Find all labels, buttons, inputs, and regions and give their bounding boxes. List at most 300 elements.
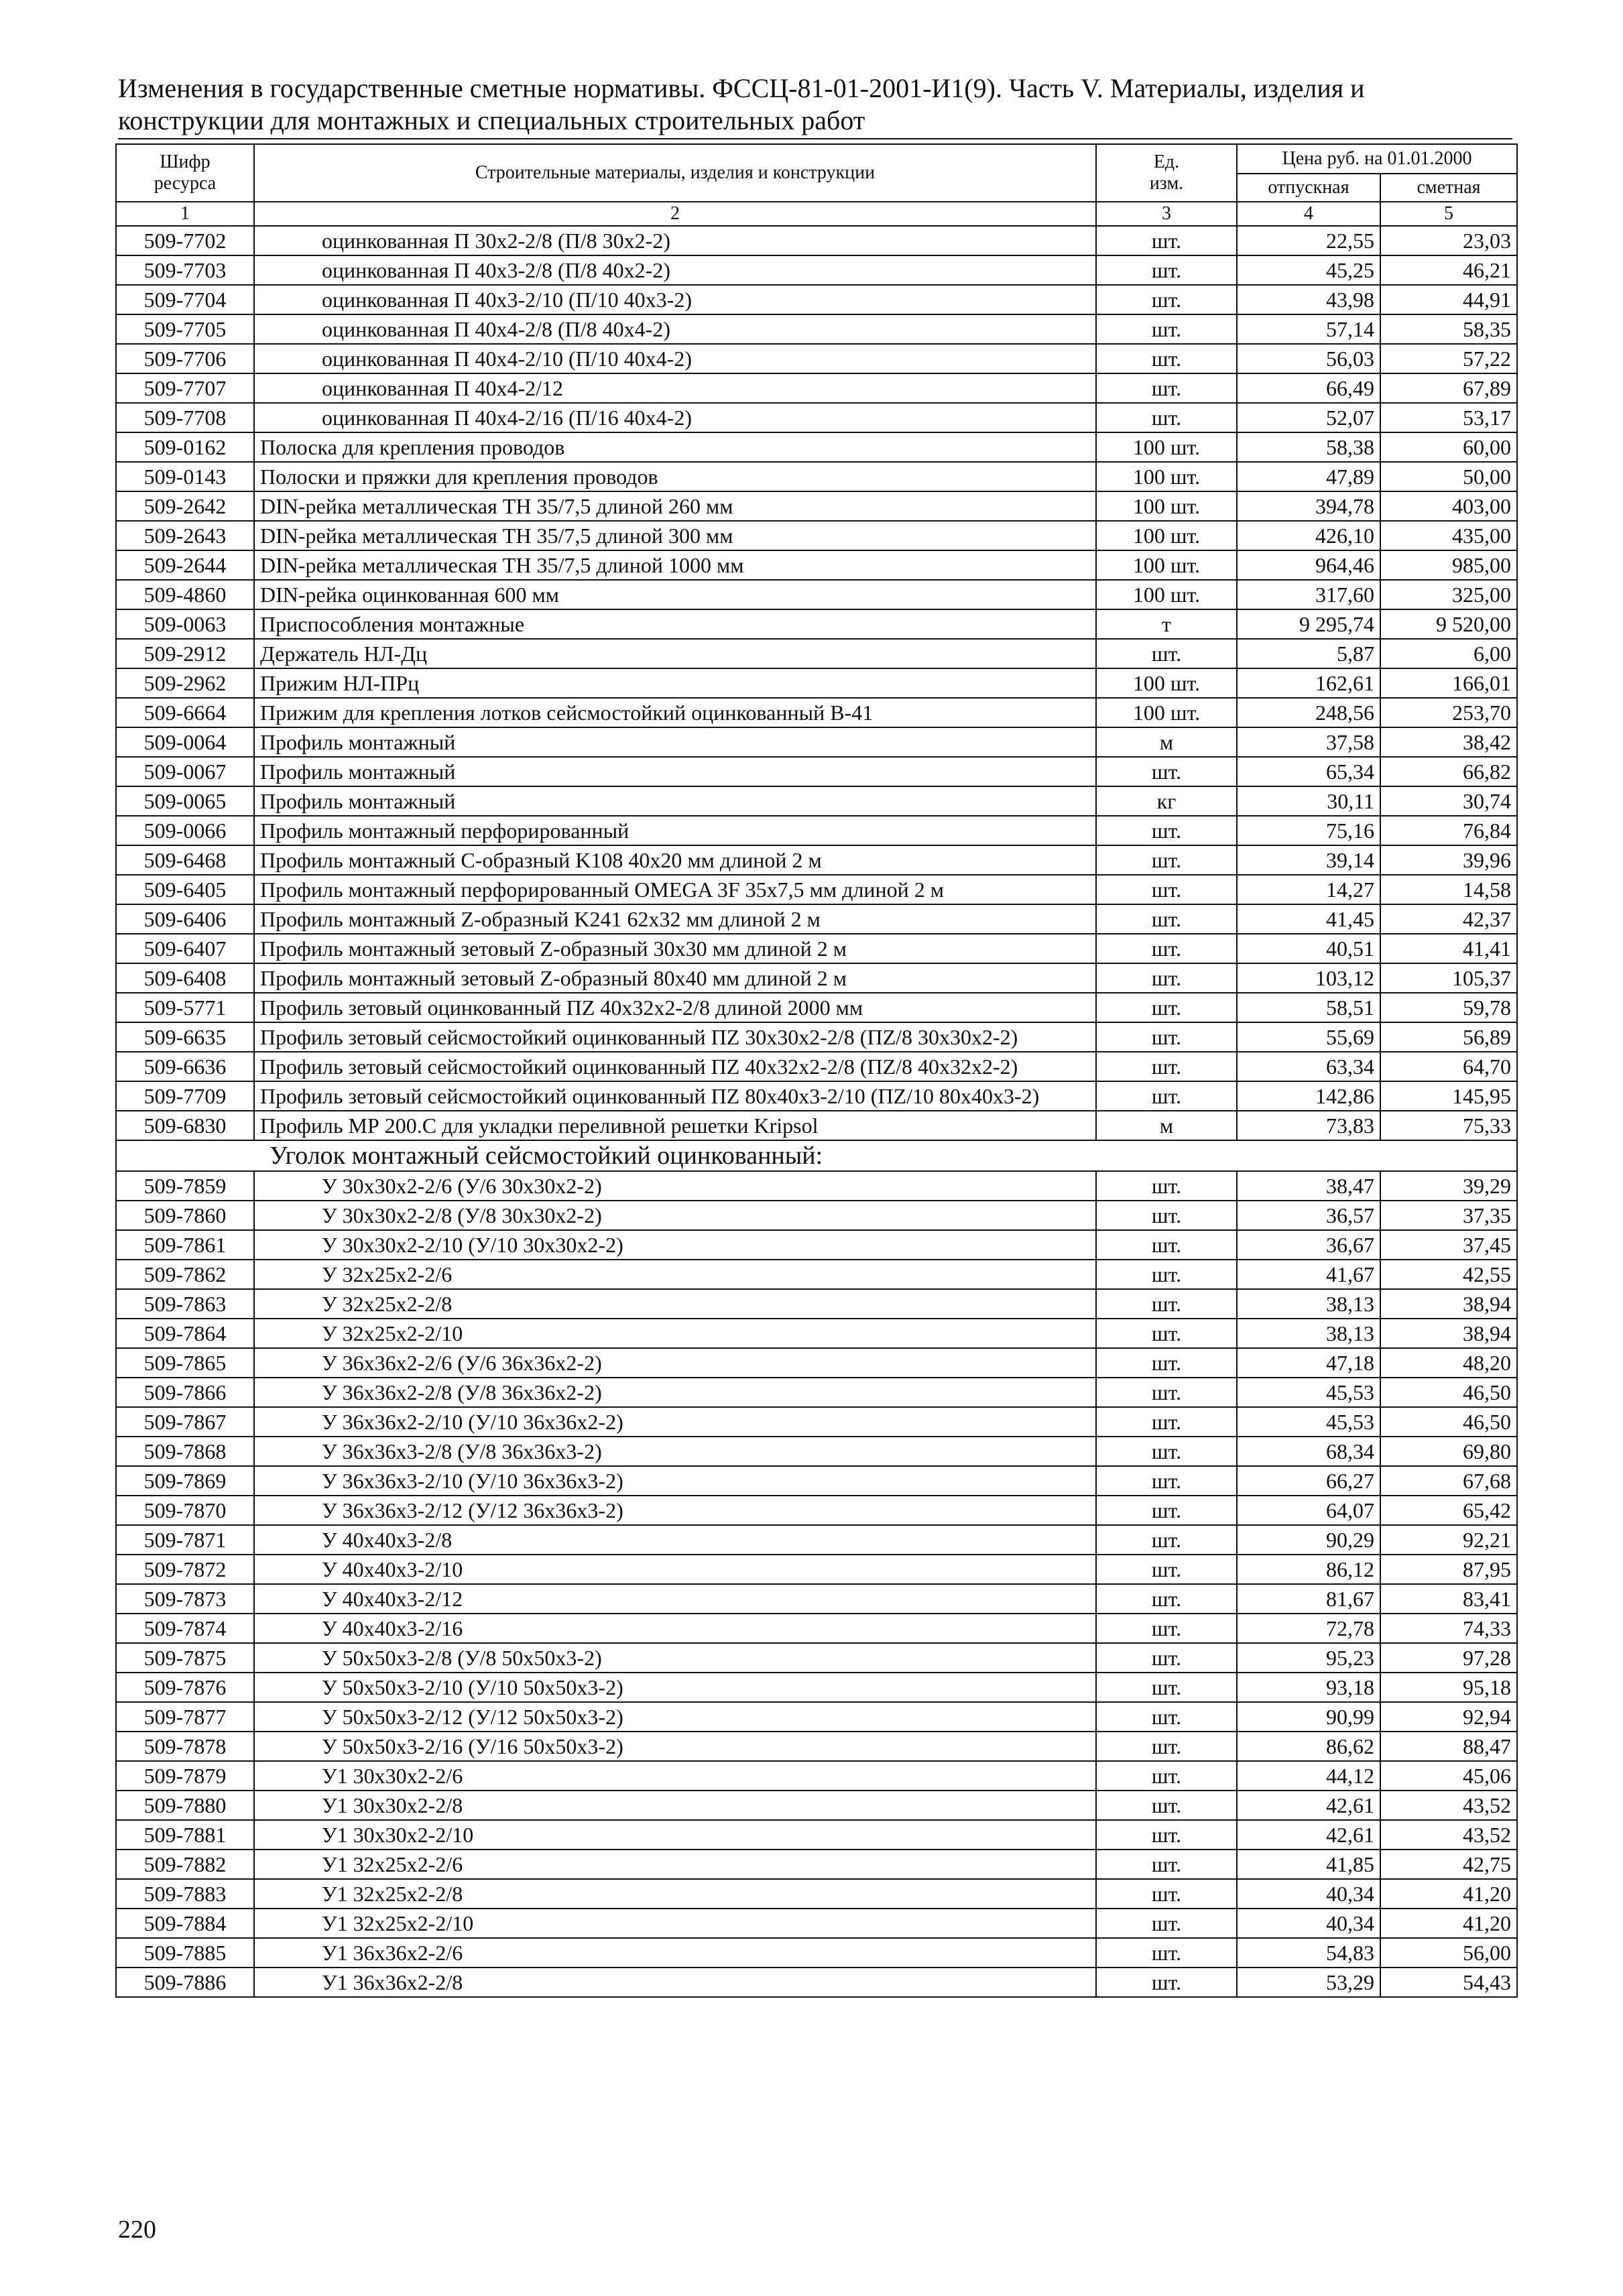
table-row: [116, 1791, 1517, 1820]
table-row: [116, 1201, 1517, 1230]
column-number: 4: [1237, 202, 1380, 226]
section-row: [116, 1140, 1517, 1171]
estimate-price: 37,35: [1380, 1201, 1517, 1230]
material-name: Профиль монтажный Z-образный K241 62x32 мм длиной 2 м: [254, 904, 1096, 934]
release-price: 5,87: [1237, 639, 1380, 668]
unit-of-measure: шт.: [1096, 1230, 1237, 1260]
resource-code: 509-6830: [116, 1111, 254, 1140]
release-price: 42,61: [1237, 1820, 1380, 1850]
unit-of-measure: шт.: [1096, 1673, 1237, 1702]
material-name: оцинкованная П 40x3-2/10 (П/10 40x3-2): [254, 285, 1096, 314]
estimate-price: 75,33: [1380, 1111, 1517, 1140]
material-name: Профиль зетовый сейсмостойкий оцинкованный ПZ 80x40x3-2/10 (ПZ/10 80x40x3-2): [254, 1081, 1096, 1111]
unit-of-measure: шт.: [1096, 934, 1237, 963]
resource-code: 509-2642: [116, 491, 254, 521]
release-price: 22,55: [1237, 226, 1380, 255]
estimate-price: 67,89: [1380, 373, 1517, 403]
material-name: Профиль монтажный: [254, 727, 1096, 757]
document-title-line-2: конструкции для монтажных и специальных строительных работ: [118, 105, 865, 135]
header-price: Цена руб. на 01.01.2000: [1237, 144, 1517, 174]
table-row: [116, 285, 1517, 314]
header-resource-code-line-2: ресурса: [154, 173, 217, 194]
table-row: [116, 668, 1517, 698]
unit-of-measure: 100 шт.: [1096, 432, 1237, 462]
release-price: 95,23: [1237, 1643, 1380, 1673]
resource-code: 509-7707: [116, 373, 254, 403]
unit-of-measure: шт.: [1096, 1289, 1237, 1319]
table-row: [116, 609, 1517, 639]
material-name: У 40x40x3-2/8: [254, 1525, 1096, 1555]
table-row: [116, 432, 1517, 462]
estimate-price: 87,95: [1380, 1555, 1517, 1584]
unit-of-measure: шт.: [1096, 1378, 1237, 1407]
resource-code: 509-7866: [116, 1378, 254, 1407]
table-row: [116, 1171, 1517, 1201]
release-price: 45,53: [1237, 1378, 1380, 1407]
material-name: Полоска для крепления проводов: [254, 432, 1096, 462]
resource-code: 509-0143: [116, 462, 254, 491]
material-name: У 30x30x2-2/8 (У/8 30x30x2-2): [254, 1201, 1096, 1230]
estimate-price: 325,00: [1380, 580, 1517, 609]
release-price: 30,11: [1237, 786, 1380, 816]
resource-code: 509-7860: [116, 1201, 254, 1230]
unit-of-measure: т: [1096, 609, 1237, 639]
unit-of-measure: шт.: [1096, 1850, 1237, 1879]
estimate-price: 92,94: [1380, 1702, 1517, 1732]
table-row: [116, 727, 1517, 757]
resource-code: 509-6408: [116, 963, 254, 993]
estimate-price: 46,50: [1380, 1378, 1517, 1407]
resource-code: 509-5771: [116, 993, 254, 1022]
material-name: Профиль зетовый сейсмостойкий оцинкованный ПZ 40x32x2-2/8 (ПZ/8 40x32x2-2): [254, 1052, 1096, 1081]
estimate-price: 38,94: [1380, 1289, 1517, 1319]
estimate-price: 14,58: [1380, 875, 1517, 904]
material-name: Профиль монтажный: [254, 757, 1096, 786]
release-price: 41,67: [1237, 1260, 1380, 1289]
estimate-price: 403,00: [1380, 491, 1517, 521]
table-body-part-1: [116, 202, 1517, 1140]
material-name: У 36x36x2-2/6 (У/6 36x36x2-2): [254, 1348, 1096, 1378]
resource-code: 509-2643: [116, 521, 254, 550]
estimate-price: 59,78: [1380, 993, 1517, 1022]
release-price: 36,57: [1237, 1201, 1380, 1230]
resource-code: 509-2912: [116, 639, 254, 668]
header-unit: [1096, 144, 1237, 202]
resource-code: 509-7878: [116, 1732, 254, 1761]
release-price: 68,34: [1237, 1437, 1380, 1466]
resource-code: 509-7865: [116, 1348, 254, 1378]
material-name: Профиль монтажный зетовый Z-образный 30x30 мм длиной 2 м: [254, 934, 1096, 963]
release-price: 162,61: [1237, 668, 1380, 698]
release-price: 40,51: [1237, 934, 1380, 963]
column-number: 5: [1380, 202, 1517, 226]
unit-of-measure: шт.: [1096, 845, 1237, 875]
material-name: У 40x40x3-2/12: [254, 1584, 1096, 1614]
release-price: 40,34: [1237, 1879, 1380, 1909]
estimate-price: 38,94: [1380, 1319, 1517, 1348]
table-row: [116, 845, 1517, 875]
estimate-price: 54,43: [1380, 1968, 1517, 1997]
unit-of-measure: 100 шт.: [1096, 550, 1237, 580]
material-name: Профиль монтажный перфорированный OMEGA 3F 35x7,5 мм длиной 2 м: [254, 875, 1096, 904]
estimate-price: 41,41: [1380, 934, 1517, 963]
estimate-price: 50,00: [1380, 462, 1517, 491]
material-name: У 40x40x3-2/16: [254, 1614, 1096, 1643]
material-name: У 50x50x3-2/10 (У/10 50x50x3-2): [254, 1673, 1096, 1702]
unit-of-measure: шт.: [1096, 1081, 1237, 1111]
material-name: У1 32x25x2-2/10: [254, 1909, 1096, 1938]
estimate-price: 92,21: [1380, 1525, 1517, 1555]
estimate-price: 83,41: [1380, 1584, 1517, 1614]
resource-code: 509-7886: [116, 1968, 254, 1997]
resource-code: 509-6405: [116, 875, 254, 904]
estimate-price: 66,82: [1380, 757, 1517, 786]
resource-code: 509-7867: [116, 1407, 254, 1437]
estimate-price: 76,84: [1380, 816, 1517, 845]
table-row: [116, 1525, 1517, 1555]
estimate-price: 23,03: [1380, 226, 1517, 255]
unit-of-measure: шт.: [1096, 1968, 1237, 1997]
table-row: [116, 1230, 1517, 1260]
unit-of-measure: 100 шт.: [1096, 580, 1237, 609]
unit-of-measure: шт.: [1096, 1643, 1237, 1673]
estimate-price: 56,89: [1380, 1022, 1517, 1052]
table-row: [116, 963, 1517, 993]
resource-code: 509-7876: [116, 1673, 254, 1702]
estimate-price: 41,20: [1380, 1879, 1517, 1909]
header-unit-line-2: изм.: [1149, 173, 1184, 194]
estimate-price: 6,00: [1380, 639, 1517, 668]
material-name: У1 30x30x2-2/6: [254, 1761, 1096, 1791]
column-number: 3: [1096, 202, 1237, 226]
estimate-price: 30,74: [1380, 786, 1517, 816]
release-price: 55,69: [1237, 1022, 1380, 1052]
table-row: [116, 786, 1517, 816]
unit-of-measure: м: [1096, 727, 1237, 757]
release-price: 9 295,74: [1237, 609, 1380, 639]
material-name: У1 32x25x2-2/8: [254, 1879, 1096, 1909]
unit-of-measure: кг: [1096, 786, 1237, 816]
header-release-price: отпускная: [1237, 174, 1380, 202]
release-price: 38,13: [1237, 1289, 1380, 1319]
release-price: 47,18: [1237, 1348, 1380, 1378]
unit-of-measure: шт.: [1096, 639, 1237, 668]
resource-code: 509-6664: [116, 698, 254, 727]
material-name: У 36x36x3-2/12 (У/12 36x36x3-2): [254, 1496, 1096, 1525]
unit-of-measure: шт.: [1096, 373, 1237, 403]
material-name: У 30x30x2-2/6 (У/6 30x30x2-2): [254, 1171, 1096, 1201]
resource-code: 509-7868: [116, 1437, 254, 1466]
estimate-price: 88,47: [1380, 1732, 1517, 1761]
release-price: 63,34: [1237, 1052, 1380, 1081]
estimate-price: 74,33: [1380, 1614, 1517, 1643]
resource-code: 509-7859: [116, 1171, 254, 1201]
unit-of-measure: шт.: [1096, 1201, 1237, 1230]
table-row: [116, 1319, 1517, 1348]
resource-code: 509-7863: [116, 1289, 254, 1319]
header-material-name: Строительные материалы, изделия и конструкции: [254, 144, 1096, 202]
estimate-price: 44,91: [1380, 285, 1517, 314]
release-price: 14,27: [1237, 875, 1380, 904]
release-price: 64,07: [1237, 1496, 1380, 1525]
estimate-price: 37,45: [1380, 1230, 1517, 1260]
estimate-price: 60,00: [1380, 432, 1517, 462]
estimate-price: 166,01: [1380, 668, 1517, 698]
material-name: У 32x25x2-2/6: [254, 1260, 1096, 1289]
resource-code: 509-6636: [116, 1052, 254, 1081]
unit-of-measure: шт.: [1096, 1702, 1237, 1732]
table-row: [116, 1584, 1517, 1614]
table-row: [116, 403, 1517, 432]
column-number: 1: [116, 202, 254, 226]
table-row: [116, 373, 1517, 403]
unit-of-measure: шт.: [1096, 1525, 1237, 1555]
release-price: 45,53: [1237, 1407, 1380, 1437]
table-row: [116, 1555, 1517, 1584]
estimate-price: 105,37: [1380, 963, 1517, 993]
release-price: 39,14: [1237, 845, 1380, 875]
material-name: У 36x36x2-2/8 (У/8 36x36x2-2): [254, 1378, 1096, 1407]
resource-code: 509-7869: [116, 1466, 254, 1496]
release-price: 73,83: [1237, 1111, 1380, 1140]
material-name: оцинкованная П 30x2-2/8 (П/8 30x2-2): [254, 226, 1096, 255]
material-name: Профиль зетовый сейсмостойкий оцинкованный ПZ 30x30x2-2/8 (ПZ/8 30x30x2-2): [254, 1022, 1096, 1052]
material-name: У 36x36x3-2/10 (У/10 36x36x3-2): [254, 1466, 1096, 1496]
resource-price-table: [115, 143, 1518, 1998]
resource-code: 509-7875: [116, 1643, 254, 1673]
resource-code: 509-7873: [116, 1584, 254, 1614]
table-row: [116, 1407, 1517, 1437]
table-row: [116, 1820, 1517, 1850]
unit-of-measure: шт.: [1096, 993, 1237, 1022]
resource-code: 509-6407: [116, 934, 254, 963]
table-header: [116, 144, 1517, 202]
unit-of-measure: шт.: [1096, 904, 1237, 934]
resource-code: 509-0162: [116, 432, 254, 462]
unit-of-measure: шт.: [1096, 403, 1237, 432]
table-row: [116, 1614, 1517, 1643]
unit-of-measure: шт.: [1096, 816, 1237, 845]
table-row: [116, 1466, 1517, 1496]
release-price: 93,18: [1237, 1673, 1380, 1702]
unit-of-measure: шт.: [1096, 875, 1237, 904]
estimate-price: 69,80: [1380, 1437, 1517, 1466]
header-unit-line-1: Ед.: [1153, 152, 1180, 172]
document-title: [118, 72, 1512, 137]
release-price: 54,83: [1237, 1938, 1380, 1968]
table-row: [116, 1052, 1517, 1081]
release-price: 65,34: [1237, 757, 1380, 786]
table-row: [116, 580, 1517, 609]
table-row: [116, 462, 1517, 491]
table-row: [116, 1879, 1517, 1909]
release-price: 81,67: [1237, 1584, 1380, 1614]
estimate-price: 65,42: [1380, 1496, 1517, 1525]
material-name: Держатель НЛ-Дц: [254, 639, 1096, 668]
estimate-price: 42,75: [1380, 1850, 1517, 1879]
resource-code: 509-7708: [116, 403, 254, 432]
material-name: У 36x36x3-2/8 (У/8 36x36x3-2): [254, 1437, 1096, 1466]
unit-of-measure: шт.: [1096, 1348, 1237, 1378]
release-price: 90,29: [1237, 1525, 1380, 1555]
material-name: оцинкованная П 40x4-2/12: [254, 373, 1096, 403]
material-name: Профиль монтажный зетовый Z-образный 80x40 мм длиной 2 м: [254, 963, 1096, 993]
release-price: 86,12: [1237, 1555, 1380, 1584]
resource-code: 509-0064: [116, 727, 254, 757]
estimate-price: 58,35: [1380, 314, 1517, 344]
unit-of-measure: шт.: [1096, 344, 1237, 373]
unit-of-measure: шт.: [1096, 1555, 1237, 1584]
header-resource-code: [116, 144, 254, 202]
unit-of-measure: шт.: [1096, 1732, 1237, 1761]
release-price: 58,38: [1237, 432, 1380, 462]
table-row: [116, 1850, 1517, 1879]
material-name: DIN-рейка металлическая ТН 35/7,5 длиной 260 мм: [254, 491, 1096, 521]
release-price: 57,14: [1237, 314, 1380, 344]
material-name: У 50x50x3-2/12 (У/12 50x50x3-2): [254, 1702, 1096, 1732]
table-row: [116, 1081, 1517, 1111]
table-row: [116, 1968, 1517, 1997]
table-row: [116, 1348, 1517, 1378]
unit-of-measure: м: [1096, 1111, 1237, 1140]
release-price: 43,98: [1237, 285, 1380, 314]
table-row: [116, 1909, 1517, 1938]
estimate-price: 97,28: [1380, 1643, 1517, 1673]
release-price: 90,99: [1237, 1702, 1380, 1732]
release-price: 58,51: [1237, 993, 1380, 1022]
resource-code: 509-0065: [116, 786, 254, 816]
resource-code: 509-7871: [116, 1525, 254, 1555]
estimate-price: 42,55: [1380, 1260, 1517, 1289]
resource-code: 509-0063: [116, 609, 254, 639]
release-price: 41,45: [1237, 904, 1380, 934]
table-row: [116, 757, 1517, 786]
table-row: [116, 1437, 1517, 1466]
estimate-price: 39,29: [1380, 1171, 1517, 1201]
estimate-price: 46,50: [1380, 1407, 1517, 1437]
estimate-price: 53,17: [1380, 403, 1517, 432]
table-row: [116, 1673, 1517, 1702]
estimate-price: 145,95: [1380, 1081, 1517, 1111]
material-name: DIN-рейка оцинкованная 600 мм: [254, 580, 1096, 609]
unit-of-measure: шт.: [1096, 1407, 1237, 1437]
material-name: оцинкованная П 40x3-2/8 (П/8 40x2-2): [254, 255, 1096, 285]
resource-code: 509-7884: [116, 1909, 254, 1938]
estimate-price: 43,52: [1380, 1820, 1517, 1850]
release-price: 66,27: [1237, 1466, 1380, 1496]
release-price: 38,47: [1237, 1171, 1380, 1201]
header-estimate-price: сметная: [1380, 174, 1517, 202]
release-price: 40,34: [1237, 1909, 1380, 1938]
unit-of-measure: 100 шт.: [1096, 491, 1237, 521]
resource-code: 509-7880: [116, 1791, 254, 1820]
estimate-price: 46,21: [1380, 255, 1517, 285]
unit-of-measure: шт.: [1096, 1938, 1237, 1968]
unit-of-measure: шт.: [1096, 1260, 1237, 1289]
unit-of-measure: шт.: [1096, 1437, 1237, 1466]
material-name: У1 30x30x2-2/8: [254, 1791, 1096, 1820]
resource-code: 509-7705: [116, 314, 254, 344]
table-row: [116, 1022, 1517, 1052]
unit-of-measure: 100 шт.: [1096, 521, 1237, 550]
table-row: [116, 875, 1517, 904]
resource-code: 509-7709: [116, 1081, 254, 1111]
document-title-line-1: Изменения в государственные сметные нормативы. ФССЦ-81-01-2001-И1(9). Часть V. Материалы, изделия и: [118, 73, 1365, 103]
table-row: [116, 550, 1517, 580]
unit-of-measure: шт.: [1096, 1496, 1237, 1525]
material-name: У 50x50x3-2/8 (У/8 50x50x3-2): [254, 1643, 1096, 1673]
unit-of-measure: шт.: [1096, 1879, 1237, 1909]
resource-code: 509-2644: [116, 550, 254, 580]
unit-of-measure: шт.: [1096, 255, 1237, 285]
release-price: 41,85: [1237, 1850, 1380, 1879]
resource-code: 509-7862: [116, 1260, 254, 1289]
unit-of-measure: 100 шт.: [1096, 462, 1237, 491]
estimate-price: 41,20: [1380, 1909, 1517, 1938]
material-name: оцинкованная П 40x4-2/8 (П/8 40x4-2): [254, 314, 1096, 344]
release-price: 248,56: [1237, 698, 1380, 727]
resource-code: 509-4860: [116, 580, 254, 609]
unit-of-measure: шт.: [1096, 1171, 1237, 1201]
release-price: 426,10: [1237, 521, 1380, 550]
release-price: 86,62: [1237, 1732, 1380, 1761]
estimate-price: 435,00: [1380, 521, 1517, 550]
unit-of-measure: шт.: [1096, 963, 1237, 993]
material-name: У 30x30x2-2/10 (У/10 30x30x2-2): [254, 1230, 1096, 1260]
release-price: 103,12: [1237, 963, 1380, 993]
unit-of-measure: шт.: [1096, 1791, 1237, 1820]
resource-code: 509-7881: [116, 1820, 254, 1850]
resource-code: 509-7702: [116, 226, 254, 255]
unit-of-measure: шт.: [1096, 1052, 1237, 1081]
material-name: Профиль МР 200.С для укладки переливной решетки Kripsol: [254, 1111, 1096, 1140]
table-row: [116, 491, 1517, 521]
table-row: [116, 1938, 1517, 1968]
estimate-price: 67,68: [1380, 1466, 1517, 1496]
material-name: У 36x36x2-2/10 (У/10 36x36x2-2): [254, 1407, 1096, 1437]
material-name: DIN-рейка металлическая ТН 35/7,5 длиной 1000 мм: [254, 550, 1096, 580]
table-row: [116, 344, 1517, 373]
release-price: 42,61: [1237, 1791, 1380, 1820]
section-group: [116, 1140, 1517, 1171]
material-name: У 50x50x3-2/16 (У/16 50x50x3-2): [254, 1732, 1096, 1761]
table-row: [116, 993, 1517, 1022]
estimate-price: 39,96: [1380, 845, 1517, 875]
unit-of-measure: 100 шт.: [1096, 668, 1237, 698]
unit-of-measure: шт.: [1096, 1820, 1237, 1850]
table-row: [116, 1702, 1517, 1732]
release-price: 66,49: [1237, 373, 1380, 403]
estimate-price: 985,00: [1380, 550, 1517, 580]
table-row: [116, 1643, 1517, 1673]
unit-of-measure: шт.: [1096, 285, 1237, 314]
table-row: [116, 1289, 1517, 1319]
table-row: [116, 1260, 1517, 1289]
release-price: 142,86: [1237, 1081, 1380, 1111]
resource-code: 509-7885: [116, 1938, 254, 1968]
unit-of-measure: шт.: [1096, 1022, 1237, 1052]
resource-code: 509-6635: [116, 1022, 254, 1052]
material-name: Полоски и пряжки для крепления проводов: [254, 462, 1096, 491]
release-price: 47,89: [1237, 462, 1380, 491]
release-price: 45,25: [1237, 255, 1380, 285]
material-name: оцинкованная П 40x4-2/16 (П/16 40x4-2): [254, 403, 1096, 432]
release-price: 38,13: [1237, 1319, 1380, 1348]
resource-code: 509-2962: [116, 668, 254, 698]
estimate-price: 42,37: [1380, 904, 1517, 934]
unit-of-measure: шт.: [1096, 1584, 1237, 1614]
release-price: 964,46: [1237, 550, 1380, 580]
